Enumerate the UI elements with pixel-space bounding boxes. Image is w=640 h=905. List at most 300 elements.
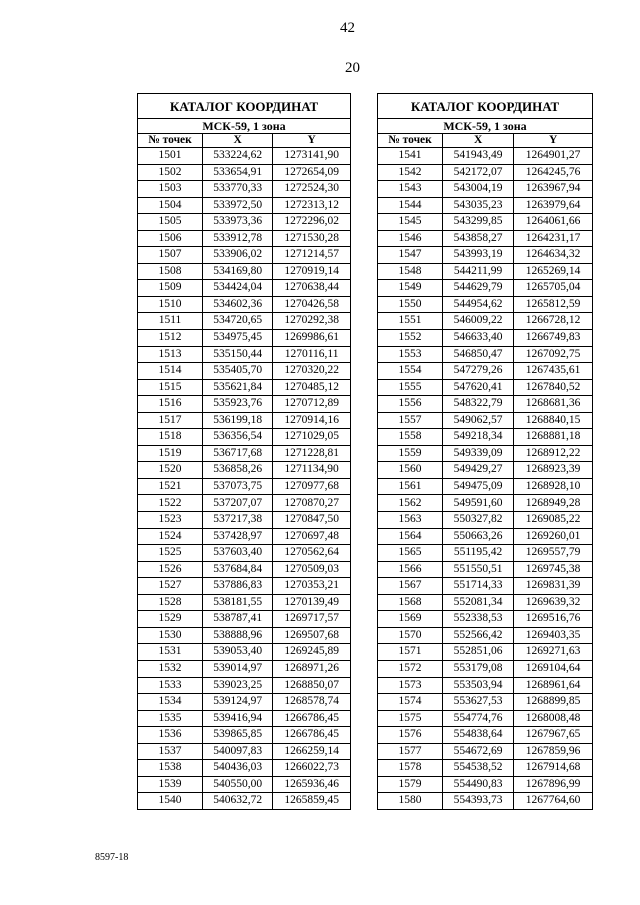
table-row: [138, 346, 351, 363]
y-coordinate-cell: 1269104,64: [514, 660, 593, 677]
y-coordinate-cell: 1268008,48: [514, 710, 593, 727]
y-coordinate-cell: 1269085,22: [514, 512, 593, 529]
y-coordinate-cell: 1267859,96: [514, 743, 593, 760]
table-row: [378, 561, 593, 578]
table-row: [138, 396, 351, 413]
point-number-cell: 1560: [378, 462, 443, 479]
x-coordinate-cell: 544629,79: [443, 280, 514, 297]
point-number-cell: 1514: [138, 363, 203, 380]
table-row: [138, 512, 351, 529]
y-coordinate-cell: 1267896,99: [514, 776, 593, 793]
table-row: [138, 363, 351, 380]
x-coordinate-cell: 554393,73: [443, 793, 514, 810]
x-coordinate-cell: 533973,36: [203, 214, 273, 231]
table-row: [138, 412, 351, 429]
table-row: [378, 412, 593, 429]
table-row: [138, 230, 351, 247]
table-row: [138, 677, 351, 694]
table-row: [138, 627, 351, 644]
x-coordinate-cell: 549475,09: [443, 478, 514, 495]
x-coordinate-cell: 547279,26: [443, 363, 514, 380]
x-coordinate-cell: 549429,27: [443, 462, 514, 479]
table-row: [138, 793, 351, 810]
table-row: [138, 247, 351, 264]
page-number-top: 42: [340, 20, 355, 36]
y-coordinate-cell: 1265936,46: [273, 776, 351, 793]
y-coordinate-cell: 1264901,27: [514, 148, 593, 165]
point-number-cell: 1502: [138, 164, 203, 181]
y-coordinate-cell: 1266259,14: [273, 743, 351, 760]
table-row: [378, 611, 593, 628]
point-number-cell: 1551: [378, 313, 443, 330]
point-number-cell: 1520: [138, 462, 203, 479]
point-number-cell: 1564: [378, 528, 443, 545]
x-coordinate-cell: 552851,06: [443, 644, 514, 661]
point-number-cell: 1546: [378, 230, 443, 247]
x-coordinate-cell: 543993,19: [443, 247, 514, 264]
point-number-cell: 1512: [138, 330, 203, 347]
table-row: [138, 727, 351, 744]
table-row: [138, 462, 351, 479]
table-row: [378, 545, 593, 562]
column-header-point: № точек: [138, 134, 203, 148]
y-coordinate-cell: 1267840,52: [514, 379, 593, 396]
x-coordinate-cell: 554838,64: [443, 727, 514, 744]
y-coordinate-cell: 1270292,38: [273, 313, 351, 330]
x-coordinate-cell: 549339,09: [443, 445, 514, 462]
x-coordinate-cell: 543004,19: [443, 181, 514, 198]
table-row: [138, 263, 351, 280]
point-number-cell: 1525: [138, 545, 203, 562]
table-row: [138, 578, 351, 595]
point-number-cell: 1521: [138, 478, 203, 495]
y-coordinate-cell: 1270712,89: [273, 396, 351, 413]
x-coordinate-cell: 551714,33: [443, 578, 514, 595]
x-coordinate-cell: 533770,33: [203, 181, 273, 198]
x-coordinate-cell: 533912,78: [203, 230, 273, 247]
y-coordinate-cell: 1266786,45: [273, 727, 351, 744]
y-coordinate-cell: 1268961,64: [514, 677, 593, 694]
column-header-x: X: [443, 134, 514, 148]
catalog-title: КАТАЛОГ КООРДИНАТ: [138, 94, 351, 119]
x-coordinate-cell: 549591,60: [443, 495, 514, 512]
table-row: [378, 429, 593, 446]
point-number-cell: 1576: [378, 727, 443, 744]
table-row: [378, 495, 593, 512]
point-number-cell: 1562: [378, 495, 443, 512]
x-coordinate-cell: 536858,26: [203, 462, 273, 479]
coordinate-catalog-right: [377, 93, 593, 810]
table-row: [378, 727, 593, 744]
x-coordinate-cell: 543299,85: [443, 214, 514, 231]
x-coordinate-cell: 539053,40: [203, 644, 273, 661]
table-row: [378, 280, 593, 297]
x-coordinate-cell: 554774,76: [443, 710, 514, 727]
point-number-cell: 1543: [378, 181, 443, 198]
point-number-cell: 1568: [378, 594, 443, 611]
x-coordinate-cell: 551195,42: [443, 545, 514, 562]
point-number-cell: 1550: [378, 296, 443, 313]
y-coordinate-cell: 1270562,64: [273, 545, 351, 562]
y-coordinate-cell: 1268881,18: [514, 429, 593, 446]
point-number-cell: 1509: [138, 280, 203, 297]
x-coordinate-cell: 543858,27: [443, 230, 514, 247]
table-row: [138, 429, 351, 446]
point-number-cell: 1537: [138, 743, 203, 760]
table-row: [378, 760, 593, 777]
x-coordinate-cell: 549218,34: [443, 429, 514, 446]
catalog-subtitle: МСК-59, 1 зона: [378, 119, 593, 134]
x-coordinate-cell: 552338,53: [443, 611, 514, 628]
point-number-cell: 1574: [378, 694, 443, 711]
x-coordinate-cell: 539416,94: [203, 710, 273, 727]
point-number-cell: 1504: [138, 197, 203, 214]
y-coordinate-cell: 1267764,60: [514, 793, 593, 810]
table-row: [378, 627, 593, 644]
table-row: [378, 379, 593, 396]
point-number-cell: 1580: [378, 793, 443, 810]
point-number-cell: 1578: [378, 760, 443, 777]
table-row: [138, 660, 351, 677]
point-number-cell: 1555: [378, 379, 443, 396]
y-coordinate-cell: 1268971,26: [273, 660, 351, 677]
point-number-cell: 1528: [138, 594, 203, 611]
point-number-cell: 1559: [378, 445, 443, 462]
x-coordinate-cell: 539014,97: [203, 660, 273, 677]
y-coordinate-cell: 1270697,48: [273, 528, 351, 545]
x-coordinate-cell: 533654,91: [203, 164, 273, 181]
table-row: [138, 478, 351, 495]
y-coordinate-cell: 1270139,49: [273, 594, 351, 611]
y-coordinate-cell: 1264231,17: [514, 230, 593, 247]
point-number-cell: 1532: [138, 660, 203, 677]
x-coordinate-cell: 540632,72: [203, 793, 273, 810]
x-coordinate-cell: 535405,70: [203, 363, 273, 380]
table-row: [138, 379, 351, 396]
y-coordinate-cell: 1270638,44: [273, 280, 351, 297]
x-coordinate-cell: 551550,51: [443, 561, 514, 578]
x-coordinate-cell: 535621,84: [203, 379, 273, 396]
table-row: [378, 710, 593, 727]
point-number-cell: 1557: [378, 412, 443, 429]
table-row: [378, 197, 593, 214]
table-row: [138, 594, 351, 611]
table-row: [378, 164, 593, 181]
table-row: [138, 694, 351, 711]
y-coordinate-cell: 1270485,12: [273, 379, 351, 396]
point-number-cell: 1554: [378, 363, 443, 380]
point-number-cell: 1511: [138, 313, 203, 330]
y-coordinate-cell: 1265812,59: [514, 296, 593, 313]
y-coordinate-cell: 1269245,89: [273, 644, 351, 661]
table-row: [378, 677, 593, 694]
table-row: [138, 743, 351, 760]
point-number-cell: 1573: [378, 677, 443, 694]
x-coordinate-cell: 534720,65: [203, 313, 273, 330]
table-row: [378, 247, 593, 264]
y-coordinate-cell: 1267092,75: [514, 346, 593, 363]
y-coordinate-cell: 1269745,38: [514, 561, 593, 578]
table-row: [138, 164, 351, 181]
point-number-cell: 1527: [138, 578, 203, 595]
y-coordinate-cell: 1265859,45: [273, 793, 351, 810]
y-coordinate-cell: 1269516,76: [514, 611, 593, 628]
table-row: [138, 644, 351, 661]
coordinate-catalog-left: [137, 93, 351, 810]
catalog-body-left: [138, 148, 351, 810]
table-row: [378, 214, 593, 231]
table-row: [138, 760, 351, 777]
y-coordinate-cell: 1268578,74: [273, 694, 351, 711]
point-number-cell: 1563: [378, 512, 443, 529]
x-coordinate-cell: 546633,40: [443, 330, 514, 347]
catalog-subtitle: МСК-59, 1 зона: [138, 119, 351, 134]
point-number-cell: 1553: [378, 346, 443, 363]
catalog-body-right: [378, 148, 593, 810]
x-coordinate-cell: 539124,97: [203, 694, 273, 711]
x-coordinate-cell: 554538,52: [443, 760, 514, 777]
y-coordinate-cell: 1269260,01: [514, 528, 593, 545]
table-row: [138, 545, 351, 562]
y-coordinate-cell: 1270509,03: [273, 561, 351, 578]
point-number-cell: 1579: [378, 776, 443, 793]
y-coordinate-cell: 1268681,36: [514, 396, 593, 413]
point-number-cell: 1571: [378, 644, 443, 661]
table-row: [378, 594, 593, 611]
y-coordinate-cell: 1269403,35: [514, 627, 593, 644]
table-row: [138, 776, 351, 793]
table-row: [378, 793, 593, 810]
x-coordinate-cell: 541943,49: [443, 148, 514, 165]
y-coordinate-cell: 1268928,10: [514, 478, 593, 495]
table-row: [378, 478, 593, 495]
x-coordinate-cell: 536356,54: [203, 429, 273, 446]
point-number-cell: 1516: [138, 396, 203, 413]
y-coordinate-cell: 1270320,22: [273, 363, 351, 380]
table-row: [378, 313, 593, 330]
y-coordinate-cell: 1270919,14: [273, 263, 351, 280]
table-row: [138, 296, 351, 313]
point-number-cell: 1506: [138, 230, 203, 247]
table-row: [378, 181, 593, 198]
table-row: [378, 660, 593, 677]
point-number-cell: 1524: [138, 528, 203, 545]
table-row: [378, 263, 593, 280]
x-coordinate-cell: 546850,47: [443, 346, 514, 363]
point-number-cell: 1513: [138, 346, 203, 363]
point-number-cell: 1577: [378, 743, 443, 760]
point-number-cell: 1508: [138, 263, 203, 280]
table-row: [378, 230, 593, 247]
x-coordinate-cell: 538787,41: [203, 611, 273, 628]
point-number-cell: 1545: [378, 214, 443, 231]
point-number-cell: 1567: [378, 578, 443, 595]
y-coordinate-cell: 1272524,30: [273, 181, 351, 198]
table-row: [138, 197, 351, 214]
x-coordinate-cell: 550663,26: [443, 528, 514, 545]
y-coordinate-cell: 1263967,94: [514, 181, 593, 198]
x-coordinate-cell: 543035,23: [443, 197, 514, 214]
table-row: [138, 445, 351, 462]
y-coordinate-cell: 1270977,68: [273, 478, 351, 495]
point-number-cell: 1561: [378, 478, 443, 495]
y-coordinate-cell: 1269271,63: [514, 644, 593, 661]
x-coordinate-cell: 554672,69: [443, 743, 514, 760]
point-number-cell: 1549: [378, 280, 443, 297]
point-number-cell: 1517: [138, 412, 203, 429]
table-row: [378, 296, 593, 313]
y-coordinate-cell: 1269831,39: [514, 578, 593, 595]
x-coordinate-cell: 538181,55: [203, 594, 273, 611]
y-coordinate-cell: 1270914,16: [273, 412, 351, 429]
table-row: [138, 313, 351, 330]
point-number-cell: 1503: [138, 181, 203, 198]
table-row: [138, 148, 351, 165]
table-row: [378, 694, 593, 711]
x-coordinate-cell: 533906,02: [203, 247, 273, 264]
x-coordinate-cell: 544954,62: [443, 296, 514, 313]
y-coordinate-cell: 1267914,68: [514, 760, 593, 777]
point-number-cell: 1547: [378, 247, 443, 264]
x-coordinate-cell: 549062,57: [443, 412, 514, 429]
point-number-cell: 1558: [378, 429, 443, 446]
point-number-cell: 1575: [378, 710, 443, 727]
table-row: [138, 280, 351, 297]
column-header-y: Y: [514, 134, 593, 148]
point-number-cell: 1536: [138, 727, 203, 744]
point-number-cell: 1529: [138, 611, 203, 628]
y-coordinate-cell: 1271530,28: [273, 230, 351, 247]
y-coordinate-cell: 1271134,90: [273, 462, 351, 479]
table-row: [378, 512, 593, 529]
table-row: [378, 644, 593, 661]
x-coordinate-cell: 544211,99: [443, 263, 514, 280]
table-row: [138, 611, 351, 628]
table-row: [138, 330, 351, 347]
point-number-cell: 1523: [138, 512, 203, 529]
y-coordinate-cell: 1271029,05: [273, 429, 351, 446]
table-row: [378, 528, 593, 545]
y-coordinate-cell: 1272296,02: [273, 214, 351, 231]
y-coordinate-cell: 1269639,32: [514, 594, 593, 611]
y-coordinate-cell: 1271214,57: [273, 247, 351, 264]
x-coordinate-cell: 537886,83: [203, 578, 273, 595]
point-number-cell: 1515: [138, 379, 203, 396]
y-coordinate-cell: 1268949,28: [514, 495, 593, 512]
x-coordinate-cell: 536199,18: [203, 412, 273, 429]
x-coordinate-cell: 552566,42: [443, 627, 514, 644]
y-coordinate-cell: 1268923,39: [514, 462, 593, 479]
point-number-cell: 1530: [138, 627, 203, 644]
x-coordinate-cell: 542172,07: [443, 164, 514, 181]
point-number-cell: 1540: [138, 793, 203, 810]
y-coordinate-cell: 1270870,27: [273, 495, 351, 512]
y-coordinate-cell: 1272654,09: [273, 164, 351, 181]
table-row: [378, 363, 593, 380]
point-number-cell: 1522: [138, 495, 203, 512]
point-number-cell: 1544: [378, 197, 443, 214]
table-row: [378, 776, 593, 793]
y-coordinate-cell: 1267967,65: [514, 727, 593, 744]
x-coordinate-cell: 553627,53: [443, 694, 514, 711]
y-coordinate-cell: 1268840,15: [514, 412, 593, 429]
table-row: [378, 148, 593, 165]
y-coordinate-cell: 1268850,07: [273, 677, 351, 694]
y-coordinate-cell: 1263979,64: [514, 197, 593, 214]
x-coordinate-cell: 539865,85: [203, 727, 273, 744]
table-row: [138, 710, 351, 727]
y-coordinate-cell: 1271228,81: [273, 445, 351, 462]
y-coordinate-cell: 1270353,21: [273, 578, 351, 595]
table-row: [378, 346, 593, 363]
y-coordinate-cell: 1269717,57: [273, 611, 351, 628]
x-coordinate-cell: 540550,00: [203, 776, 273, 793]
table-row: [138, 561, 351, 578]
x-coordinate-cell: 537603,40: [203, 545, 273, 562]
x-coordinate-cell: 537207,07: [203, 495, 273, 512]
table-row: [378, 462, 593, 479]
x-coordinate-cell: 534169,80: [203, 263, 273, 280]
page-number-second: 20: [345, 60, 360, 76]
catalog-title: КАТАЛОГ КООРДИНАТ: [378, 94, 593, 119]
y-coordinate-cell: 1265705,04: [514, 280, 593, 297]
point-number-cell: 1535: [138, 710, 203, 727]
y-coordinate-cell: 1269986,61: [273, 330, 351, 347]
column-header-point: № точек: [378, 134, 443, 148]
y-coordinate-cell: 1272313,12: [273, 197, 351, 214]
x-coordinate-cell: 547620,41: [443, 379, 514, 396]
x-coordinate-cell: 546009,22: [443, 313, 514, 330]
point-number-cell: 1534: [138, 694, 203, 711]
document-code: 8597-18: [95, 852, 129, 863]
point-number-cell: 1570: [378, 627, 443, 644]
x-coordinate-cell: 537684,84: [203, 561, 273, 578]
point-number-cell: 1572: [378, 660, 443, 677]
point-number-cell: 1518: [138, 429, 203, 446]
point-number-cell: 1505: [138, 214, 203, 231]
point-number-cell: 1566: [378, 561, 443, 578]
x-coordinate-cell: 538888,96: [203, 627, 273, 644]
y-coordinate-cell: 1265269,14: [514, 263, 593, 280]
x-coordinate-cell: 534424,04: [203, 280, 273, 297]
table-row: [378, 396, 593, 413]
x-coordinate-cell: 536717,68: [203, 445, 273, 462]
point-number-cell: 1569: [378, 611, 443, 628]
point-number-cell: 1542: [378, 164, 443, 181]
point-number-cell: 1539: [138, 776, 203, 793]
x-coordinate-cell: 537217,38: [203, 512, 273, 529]
point-number-cell: 1519: [138, 445, 203, 462]
y-coordinate-cell: 1268912,22: [514, 445, 593, 462]
table-row: [378, 445, 593, 462]
x-coordinate-cell: 540436,03: [203, 760, 273, 777]
x-coordinate-cell: 554490,83: [443, 776, 514, 793]
point-number-cell: 1552: [378, 330, 443, 347]
point-number-cell: 1538: [138, 760, 203, 777]
x-coordinate-cell: 533224,62: [203, 148, 273, 165]
x-coordinate-cell: 534602,36: [203, 296, 273, 313]
y-coordinate-cell: 1270847,50: [273, 512, 351, 529]
y-coordinate-cell: 1264061,66: [514, 214, 593, 231]
x-coordinate-cell: 537073,75: [203, 478, 273, 495]
x-coordinate-cell: 535923,76: [203, 396, 273, 413]
table-row: [138, 528, 351, 545]
x-coordinate-cell: 533972,50: [203, 197, 273, 214]
y-coordinate-cell: 1266749,83: [514, 330, 593, 347]
point-number-cell: 1501: [138, 148, 203, 165]
y-coordinate-cell: 1273141,90: [273, 148, 351, 165]
point-number-cell: 1541: [378, 148, 443, 165]
